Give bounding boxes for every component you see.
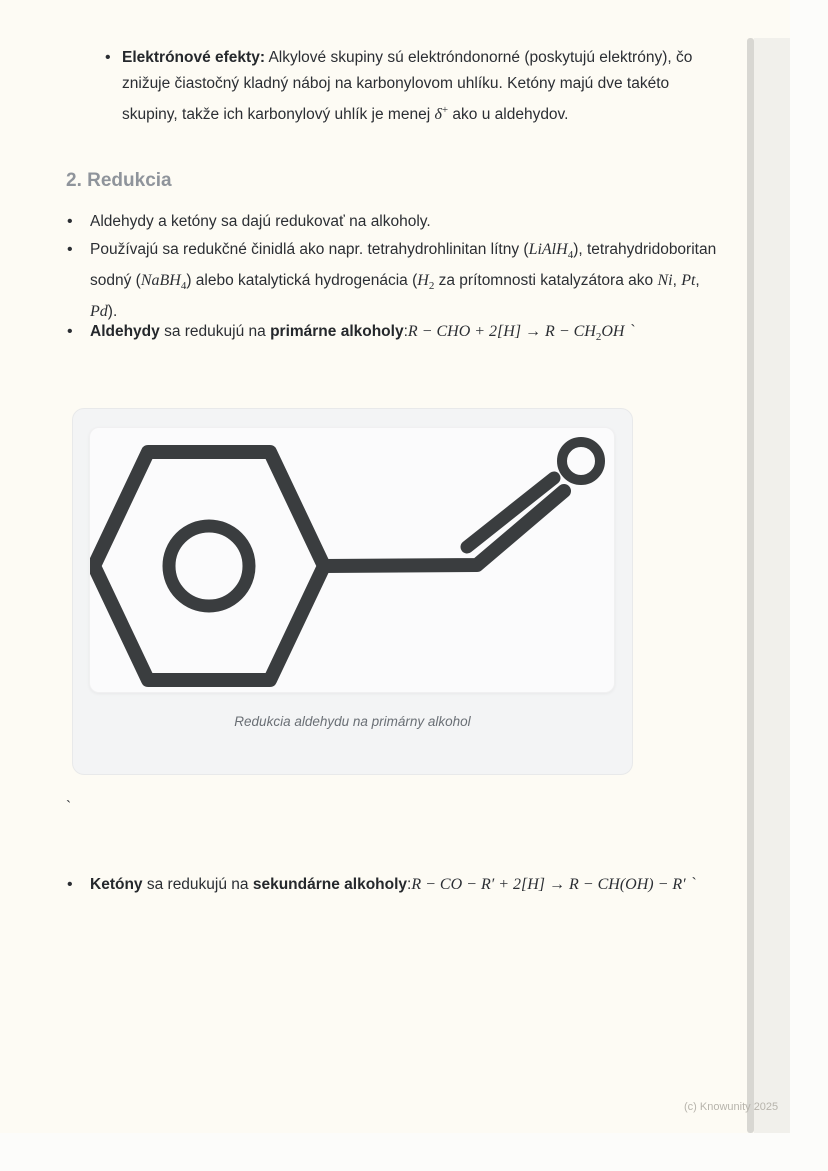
bullet-list <box>66 209 726 235</box>
bullet-list <box>66 237 726 325</box>
math-pd: Pd <box>90 303 108 320</box>
list-item <box>105 45 726 128</box>
bullet-list <box>66 319 726 350</box>
intro-list <box>66 45 726 128</box>
list-item <box>66 872 726 898</box>
benzene-hexagon <box>94 452 324 680</box>
math-delta-superscript: + <box>441 104 449 116</box>
benzene-circle <box>169 526 249 606</box>
math-nabh: NaBH <box>140 272 181 289</box>
scrollbar-thumb[interactable] <box>747 38 754 1133</box>
item-text: , <box>695 272 700 289</box>
math-ni: Ni <box>657 272 673 289</box>
figure-caption: Redukcia aldehydu na primárny alkohol <box>234 714 471 729</box>
math-h2: H <box>417 272 429 289</box>
math-subscript: 4 <box>567 249 574 261</box>
copyright-text: (c) Knowunity 2025 <box>684 1101 779 1113</box>
figure-card <box>72 408 633 775</box>
item-text: Aldehydy a ketóny sa dajú redukovať na alkoholy. <box>90 213 431 230</box>
item-text-tail: ako u aldehydov. <box>448 106 569 123</box>
item-text: sa redukujú na <box>142 876 253 893</box>
item-text: za prítomnosti katalyzátora ako <box>434 272 658 289</box>
math-subscript: 2 <box>595 331 602 343</box>
item-text: Alkylové skupiny sú elektróndonorné (poskytujú elektróny), čo znižuje čiastočný kladný náboj na karbonylovom uhlíku. Ketóny majú dve takéto skupiny, takže ich karbonylový uhlík je menej <box>122 49 693 123</box>
math-reduction-equation: R − CO − R′ + 2[H] → R − CH(OH) − R′ <box>411 876 686 893</box>
item-text: ), tetrahydridoboritan sodný ( <box>90 241 717 289</box>
item-text: : <box>407 876 412 893</box>
benzaldehyde-molecule-graphic <box>90 428 614 692</box>
backtick-char: ` <box>691 876 697 893</box>
stray-backtick: ` <box>66 799 72 816</box>
math-lialh: LiAlH <box>528 241 568 258</box>
item-lead-bold: Aldehydy <box>90 323 160 340</box>
item-text: ) alebo katalytická hydrogenácia ( <box>186 272 418 289</box>
math-delta: δ <box>434 106 442 123</box>
item-text: ). <box>107 303 118 320</box>
item-lead-bold: sekundárne alkoholy <box>252 876 408 893</box>
math-reduction-equation: R − CHO + 2[H] → R − CH <box>407 323 596 340</box>
item-text: , <box>672 272 682 289</box>
math-pt: Pt <box>681 272 696 289</box>
item-lead-bold: Ketóny <box>90 876 143 893</box>
section-heading: 2. Redukcia <box>66 170 172 191</box>
backtick-char: ` <box>630 323 636 340</box>
list-item <box>66 319 726 350</box>
item-text: : <box>403 323 408 340</box>
scrollbar-track[interactable] <box>754 38 790 1133</box>
math-subscript: 4 <box>180 280 187 292</box>
item-text: sa redukujú na <box>159 323 271 340</box>
item-lead-bold: primárne alkoholy <box>270 323 404 340</box>
list-item <box>66 237 726 325</box>
math-subscript: 2 <box>428 280 435 292</box>
oxygen-atom-circle <box>562 442 600 480</box>
item-lead-bold: Elektrónové efekty: <box>122 49 265 66</box>
math-equation-end: OH <box>601 323 625 340</box>
bullet-list <box>66 872 726 898</box>
figure-inner-card <box>89 427 615 693</box>
item-text: Používajú sa redukčné činidlá ako napr. tetrahydrohlinitan lítny ( <box>90 241 529 258</box>
list-item <box>66 209 726 235</box>
